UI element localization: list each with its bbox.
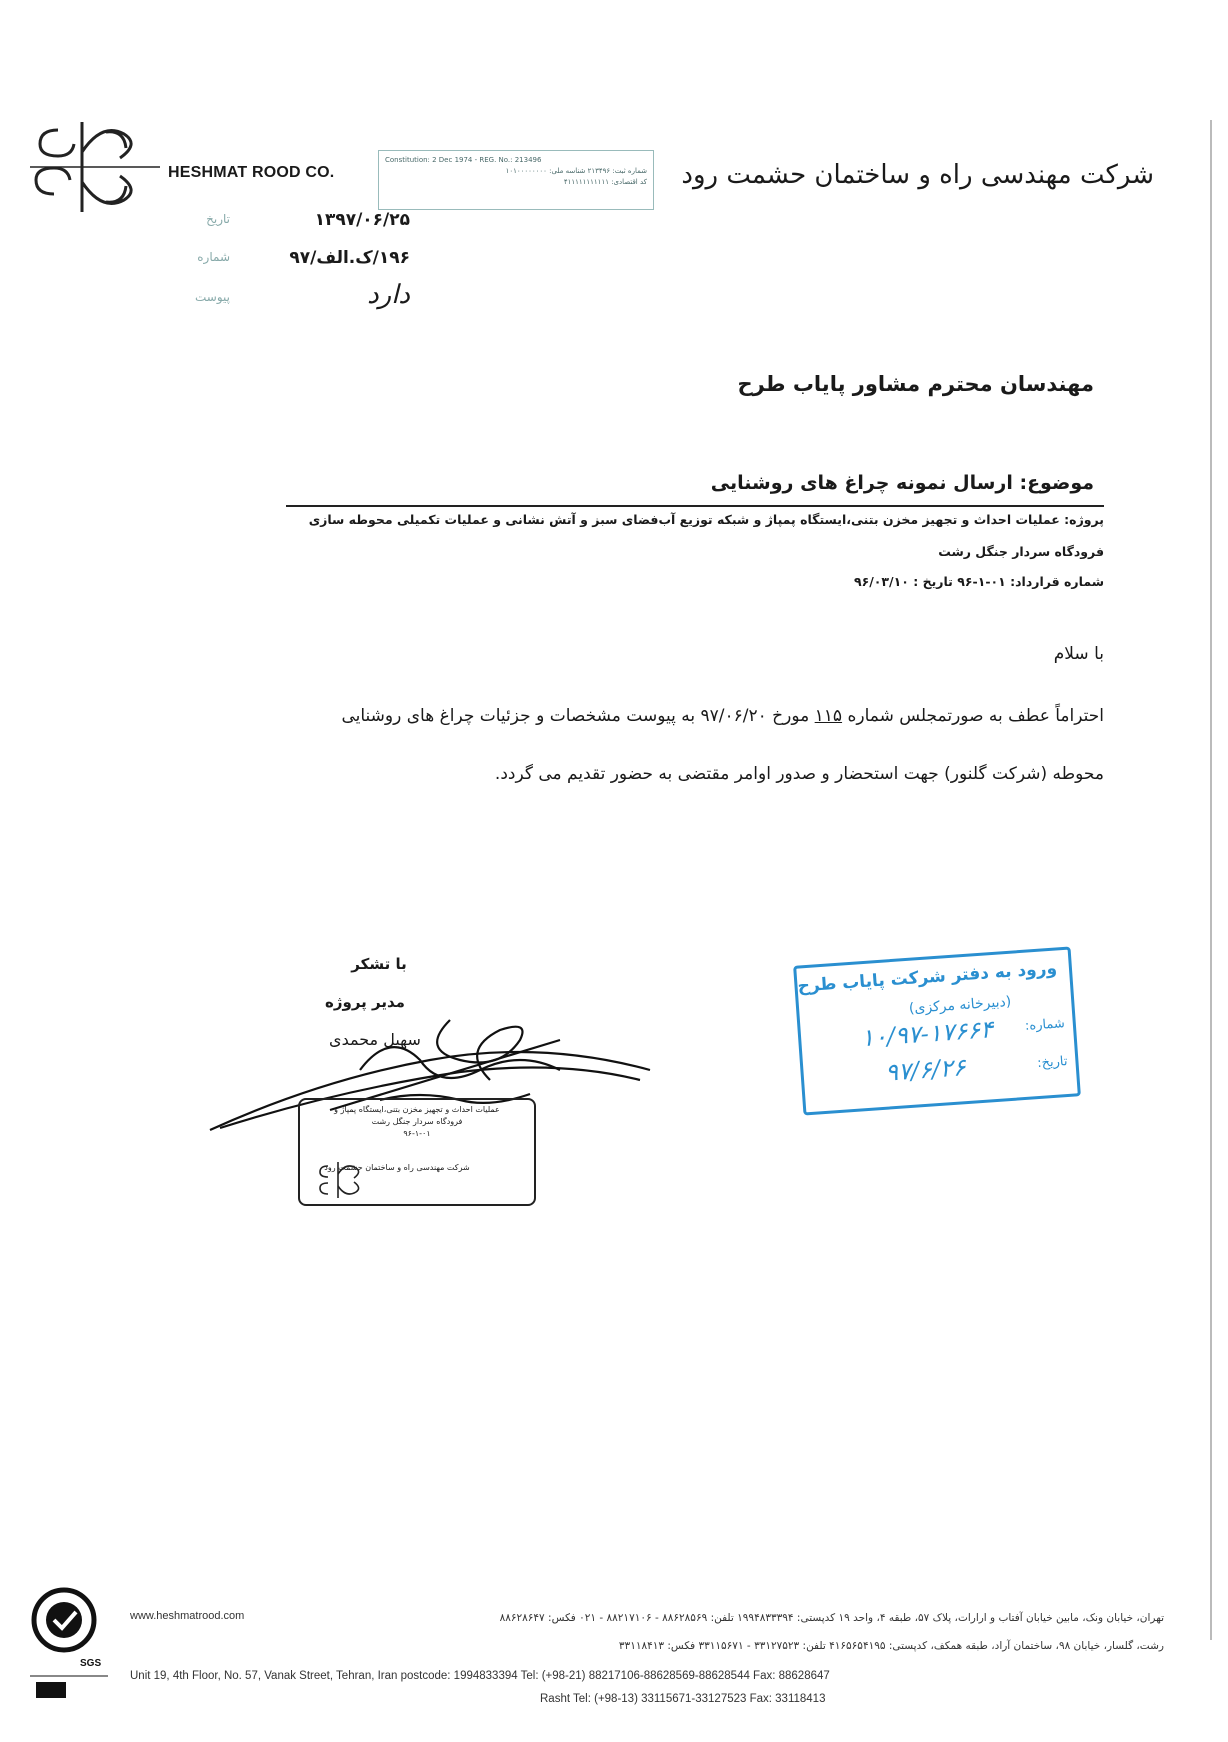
scan-edge (1210, 120, 1212, 1640)
date-value: ۱۳۹۷/۰۶/۲۵ (314, 210, 410, 230)
received-stamp-title: ورود به دفتر شرکت پایاب طرح (796, 958, 1058, 997)
received-date-label: تاریخ: (1036, 1053, 1068, 1072)
received-stamp (793, 946, 1081, 1115)
company-name-fa: شرکت مهندسی راه و ساختمان حشمت رود (681, 160, 1154, 190)
project-location: فرودگاه سردار جنگل رشت (938, 544, 1104, 559)
body-paragraph-line (341, 706, 1104, 726)
registration-line: Constitution: 2 Dec 1974 - REG. No.: 213496 (385, 156, 542, 164)
minutes-number: ۱۱۵ (814, 706, 843, 726)
footer-address-tehran-en: Unit 19, 4th Floor, No. 57, Vanak Street, Tehran, Iran postcode: 1994833394 Tel: (+98-21) 88217106-88628569-88628544 Fax: 88628647 (130, 1670, 830, 1682)
footer-website[interactable]: www.heshmatrood.com (130, 1610, 245, 1622)
number-label: شماره (197, 250, 230, 264)
received-number-value: ۱۰/۹۷-۱۷۶۶۴ (860, 1015, 994, 1053)
company-name-en: HESHMAT ROOD CO. (168, 164, 335, 181)
received-stamp-subtitle: (دبیرخانه مرکزی) (908, 993, 1012, 1017)
stamp-logo-icon (318, 1158, 364, 1202)
received-date-value: ۹۷/۶/۲۶ (884, 1053, 967, 1087)
project-stamp (298, 1098, 536, 1206)
date-label: تاریخ (206, 212, 230, 226)
greeting: با سلام (1053, 644, 1104, 664)
project-line: پروژه: عملیات احداث و تجهیز مخزن بتنی،ایستگاه پمپاژ و شبکه توزیع آب‌فضای سبز و آتش نشانی و عملیات تکمیلی محوطه سازی (308, 512, 1104, 527)
attachment-value: دارد (367, 280, 410, 310)
subject: موضوع: ارسال نمونه چراغ های روشنایی (710, 472, 1094, 494)
registration-line: شماره ثبت: ۲۱۳۴۹۶ شناسه ملی: ۱۰۱۰۰۰۰۰۰۰۰ (505, 167, 647, 175)
number-value: ۱۹۶/ک.الف/۹۷ (289, 248, 410, 268)
stamp-line: شرکت مهندسی راه و ساختمان حشمت رود (324, 1163, 470, 1172)
company-logo-icon (30, 112, 160, 222)
stamp-line: ۹۶-۱-۰۱ (403, 1129, 431, 1138)
signer-title: مدیر پروژه (325, 993, 405, 1011)
stamp-line: فرودگاه سردار جنگل رشت (371, 1117, 463, 1126)
registration-line: کد اقتصادی: ۴۱۱۱۱۱۱۱۱۱۱۱ (563, 178, 647, 186)
body-text: مورخ ۹۷/۰۶/۲۰ به پیوست مشخصات و جزئیات چراغ های روشنایی (341, 706, 815, 726)
certification-badges-icon (30, 1586, 108, 1706)
received-number-label: شماره: (1024, 1016, 1066, 1034)
body-paragraph-line: محوطه (شرکت گلنور) جهت استحضار و صدور اوامر مقتضی به حضور تقدیم می گردد. (494, 764, 1104, 784)
footer-address-rasht-en: Rasht Tel: (+98-13) 33115671-33127523 Fax: 33118413 (540, 1693, 826, 1705)
stamp-line: عملیات احداث و تجهیز مخزن بتنی،ایستگاه پمپاژ و (334, 1105, 500, 1114)
registration-box (378, 150, 654, 210)
footer-address-rasht-fa: رشت، گلسار، خیابان ۹۸، ساختمان آراد، طبقه همکف، کدپستی: ۴۱۶۵۶۵۴۱۹۵ تلفن: ۳۳۱۲۷۵۲۳ - ۳۳۱۱۵۶۷۱ فکس: ۳۳۱۱۸۴۱۳ (618, 1640, 1164, 1652)
recipient: مهندسان محترم مشاور پایاب طرح (737, 372, 1094, 396)
contract-line: شماره قرارداد: ۰۱-۱-۹۶ تاریخ : ۹۶/۰۳/۱۰ (853, 574, 1104, 589)
signer-name: سهیل محمدی (329, 1030, 421, 1049)
closing: با تشکر (351, 955, 407, 973)
subject-divider (286, 505, 1104, 507)
footer-address-tehran-fa: تهران، خیابان ونک، مابین خیابان آفتاب و ارارات، پلاک ۵۷، طبقه ۴، واحد ۱۹ کدپستی: ۱۹۹۴۸۳۳۳۹۴ تلفن: ۸۸۶۲۸۵۶۹ - ۸۸۲۱۷۱۰۶ - ۰۲۱ فکس: ۸۸۶۲۸۶۴۷ (499, 1612, 1164, 1624)
sgs-badge-text: SGS (80, 1658, 102, 1669)
attachment-label: پیوست (195, 290, 230, 304)
body-text: احتراماً عطف به صورتمجلس شماره (842, 706, 1104, 726)
